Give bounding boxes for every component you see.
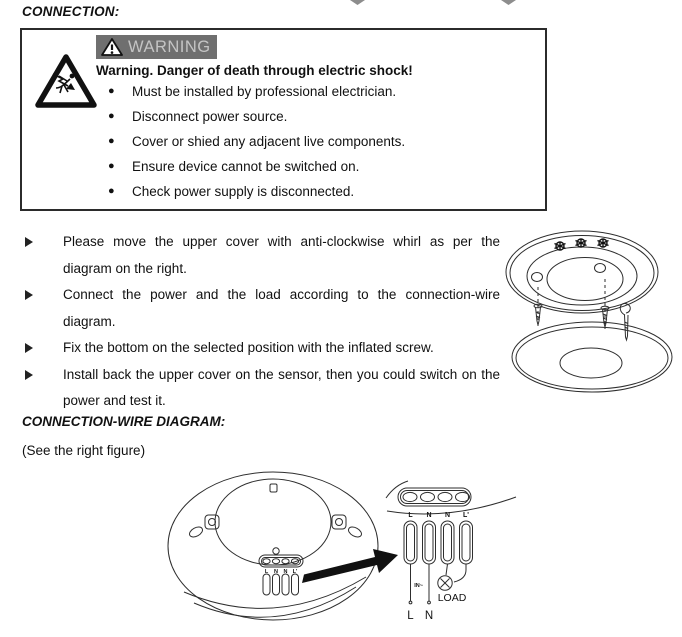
page-crop-artifact bbox=[350, 0, 365, 5]
electric-shock-hazard-icon bbox=[34, 52, 98, 110]
connection-wire-diagram bbox=[158, 467, 523, 637]
list-item: Install back the upper cover on the sensor, then you could switch on the power and test it. bbox=[25, 362, 502, 415]
warning-bullet: ● Cover or shied any adjacent live components. bbox=[108, 129, 405, 154]
warning-banner bbox=[96, 35, 217, 59]
bullet-icon: ● bbox=[108, 135, 115, 147]
wire-diagram-heading: CONNECTION-WIRE DIAGRAM: bbox=[22, 414, 226, 429]
warning-bullet-list bbox=[108, 79, 405, 204]
page-crop-artifact bbox=[501, 0, 516, 5]
arrow-bullet-icon bbox=[25, 229, 63, 282]
arrow-bullet-icon bbox=[25, 362, 63, 415]
list-item: Please move the upper cover with anti-clockwise whirl as per the diagram on the right. bbox=[25, 229, 502, 282]
arrow-bullet-icon bbox=[25, 335, 63, 362]
load-label: LOAD bbox=[437, 592, 467, 604]
warning-banner-label: WARNING bbox=[128, 37, 211, 56]
wire-diagram-note: (See the right figure) bbox=[22, 443, 146, 458]
warning-bullet: ● Disconnect power source. bbox=[108, 104, 405, 129]
warning-bullet: ● Check power supply is disconnected. bbox=[108, 179, 405, 204]
inflated-screw-icon bbox=[620, 303, 630, 340]
cover-removal-diagram bbox=[502, 227, 680, 415]
svg-text:L: L bbox=[264, 569, 269, 575]
warning-headline: Warning. Danger of death through electric shock! bbox=[96, 63, 413, 78]
bullet-icon: ● bbox=[108, 110, 115, 122]
svg-text:N: N bbox=[274, 569, 278, 575]
warning-bullet: ● Must be installed by professional electrician. bbox=[108, 79, 405, 104]
section-title: CONNECTION: bbox=[22, 4, 120, 19]
bullet-icon: ● bbox=[108, 185, 115, 197]
base-terminal-labels bbox=[265, 569, 298, 575]
svg-text:N: N bbox=[444, 512, 451, 519]
list-item: Connect the power and the load according to the connection-wire diagram. bbox=[25, 282, 502, 335]
warning-box bbox=[20, 28, 547, 211]
svg-text:L': L' bbox=[292, 569, 298, 575]
svg-text:L: L bbox=[408, 512, 413, 519]
arrow-bullet-icon bbox=[25, 282, 63, 335]
warning-bullet: ● Ensure device cannot be switched on. bbox=[108, 154, 405, 179]
zoom-arrow bbox=[302, 549, 398, 583]
neutral-label: N bbox=[424, 610, 434, 622]
line-label: L bbox=[407, 610, 414, 622]
svg-text:N: N bbox=[426, 512, 432, 519]
warning-triangle-icon bbox=[101, 37, 123, 57]
bullet-icon: ● bbox=[108, 160, 115, 172]
list-item: Fix the bottom on the selected position with the inflated screw. bbox=[25, 335, 502, 362]
svg-text:L': L' bbox=[463, 512, 469, 519]
svg-text:N: N bbox=[283, 569, 288, 575]
bullet-icon: ● bbox=[108, 85, 115, 97]
input-label: IN~ bbox=[414, 583, 423, 589]
installation-steps bbox=[25, 229, 502, 415]
